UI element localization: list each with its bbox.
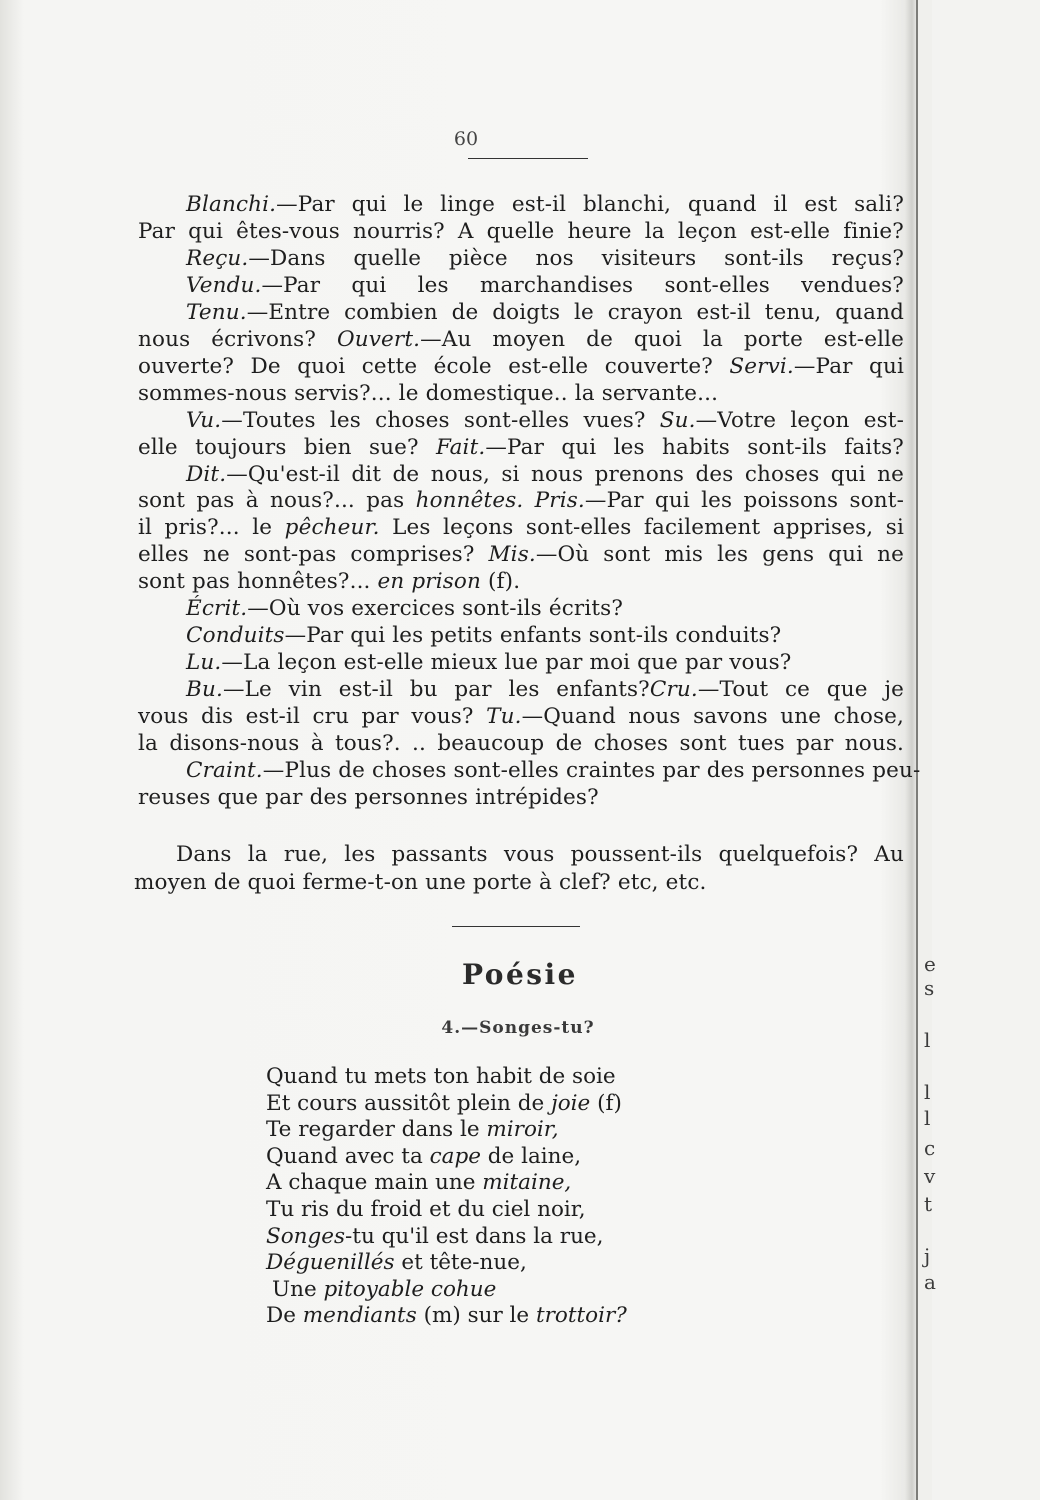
text-run: sommes-nous servis?... le domestique.. la servante... bbox=[138, 380, 719, 406]
margin-glyph: t bbox=[924, 1192, 933, 1216]
italic-term: mendiants bbox=[302, 1303, 417, 1329]
text-run: (f) bbox=[590, 1090, 622, 1116]
margin-glyph: v bbox=[924, 1164, 936, 1188]
text-run: elle toujours bien sue? bbox=[138, 434, 436, 460]
text-run: —Dans quelle pièce nos visiteurs sont-ils reçus? bbox=[248, 245, 904, 271]
text-run: —Par qui le linge est-il blanchi, quand il est sali? bbox=[276, 192, 904, 217]
italic-term: Tu. bbox=[486, 704, 522, 730]
italic-term: Conduits bbox=[186, 623, 285, 649]
text-line bbox=[138, 542, 904, 568]
text-run: il pris?... le bbox=[138, 515, 285, 541]
text-line bbox=[186, 408, 904, 434]
text-run: —La leçon est-elle mieux lue par moi que par vous? bbox=[221, 650, 792, 676]
text-run: —Tout ce que je bbox=[697, 677, 905, 703]
text-run: De bbox=[266, 1303, 303, 1329]
italic-term: en prison bbox=[377, 569, 482, 595]
italic-term: Tenu. bbox=[186, 299, 247, 325]
text-run: Te regarder dans le bbox=[266, 1117, 487, 1143]
text-run: —Toutes les choses sont-elles vues? bbox=[221, 407, 660, 433]
text-line bbox=[186, 273, 904, 299]
margin-glyph: l bbox=[924, 1106, 931, 1130]
text-line bbox=[138, 731, 904, 757]
text-run: vous dis est-il cru par vous? bbox=[138, 704, 487, 730]
text-line bbox=[186, 246, 904, 272]
italic-term: Déguenillés bbox=[266, 1250, 395, 1276]
italic-term: Écrit. bbox=[186, 596, 248, 622]
text-line bbox=[138, 219, 904, 245]
text-run: —Votre leçon est- bbox=[695, 407, 904, 433]
text-line bbox=[176, 842, 904, 868]
italic-term: Su. bbox=[659, 407, 696, 433]
text-run: Les leçons sont-elles facilement apprises, si bbox=[379, 515, 904, 541]
text-run: —Par qui les petits enfants sont-ils conduits? bbox=[284, 623, 782, 649]
text-line bbox=[186, 757, 921, 784]
margin-glyph: a bbox=[924, 1270, 936, 1294]
text-run: nous écrivons? bbox=[138, 326, 337, 352]
text-line bbox=[138, 488, 904, 514]
italic-term: Reçu. bbox=[186, 245, 249, 271]
page-number: 60 bbox=[453, 128, 479, 150]
text-run: sont pas à nous?... pas bbox=[138, 488, 416, 514]
margin-glyph: l bbox=[924, 1028, 931, 1052]
text-run: —Par qui les poissons sont- bbox=[584, 488, 905, 514]
italic-term: Cru. bbox=[649, 677, 698, 703]
text-line bbox=[138, 785, 904, 811]
text-run: sont pas honnêtes?... bbox=[138, 569, 378, 595]
text-run: —Par qui bbox=[793, 353, 904, 379]
text-run: —Le vin est-il bu par les enfants? bbox=[222, 677, 650, 703]
poem-line bbox=[266, 1144, 581, 1170]
poem-line bbox=[266, 1303, 627, 1329]
text-run: ouverte? De quoi cette école est-elle couverte? bbox=[138, 353, 730, 379]
text-line bbox=[138, 327, 904, 353]
poem-line bbox=[266, 1250, 527, 1276]
text-run: Quand avec ta bbox=[266, 1143, 430, 1169]
italic-term: Bu. bbox=[186, 677, 223, 703]
italic-term: Dit. bbox=[186, 461, 227, 487]
italic-term: pêcheur. bbox=[284, 515, 380, 541]
italic-term: Vu. bbox=[186, 407, 222, 433]
text-line bbox=[138, 515, 904, 541]
text-run: et tête-nue, bbox=[394, 1250, 527, 1276]
text-run: —Où vos exercices sont-ils écrits? bbox=[247, 596, 623, 622]
text-run: Quand tu mets ton habit de soie bbox=[266, 1064, 616, 1089]
italic-term: trottoir? bbox=[536, 1303, 627, 1329]
text-line bbox=[186, 300, 904, 326]
italic-term: Blanchi. bbox=[186, 192, 277, 217]
italic-term: Craint. bbox=[186, 757, 263, 783]
poem-line bbox=[266, 1224, 603, 1250]
text-run: de laine, bbox=[480, 1143, 582, 1169]
italic-term: honnêtes. Pris. bbox=[415, 488, 585, 514]
italic-term: mitaine, bbox=[482, 1170, 572, 1196]
text-run: elles ne sont-pas comprises? bbox=[138, 542, 489, 568]
text-run: moyen de quoi ferme-t-on une porte à clef? etc, etc. bbox=[134, 870, 707, 895]
text-run: —Entre combien de doigts le crayon est-il tenu, quand bbox=[246, 299, 904, 325]
italic-term: Vendu. bbox=[186, 272, 262, 298]
text-run: Dans la rue, les passants vous poussent-ils quelquefois? Au bbox=[176, 842, 904, 867]
text-run: Et cours aussitôt plein de bbox=[266, 1090, 552, 1116]
text-run: Par qui êtes-vous nourris? A quelle heure la leçon est-elle finie? bbox=[138, 218, 904, 244]
italic-term: Mis. bbox=[488, 542, 536, 568]
italic-term: Lu. bbox=[186, 650, 222, 676]
text-run: —Par qui les marchandises sont-elles vendues? bbox=[261, 272, 904, 298]
header-rule bbox=[468, 158, 588, 159]
italic-term: joie bbox=[551, 1090, 591, 1116]
text-run: (m) sur le bbox=[416, 1303, 536, 1329]
text-run: reuses que par des personnes intrépides? bbox=[138, 784, 599, 810]
poem-line bbox=[272, 1277, 496, 1303]
text-line bbox=[186, 192, 904, 218]
text-run: -tu qu'il est dans la rue, bbox=[345, 1223, 604, 1249]
italic-term: cape bbox=[429, 1143, 481, 1169]
page-gutter-edge bbox=[916, 0, 918, 1500]
italic-term: Songes bbox=[266, 1223, 346, 1249]
text-run: Une bbox=[272, 1276, 324, 1302]
text-run: —Plus de choses sont-elles craintes par des personnes peu- bbox=[262, 757, 921, 783]
poem-line bbox=[266, 1064, 616, 1090]
poem-title: 4.—Songes-tu? bbox=[441, 1018, 595, 1038]
text-run: —Au moyen de quoi la porte est-elle bbox=[420, 326, 904, 352]
text-run: la disons-nous à tous?. .. beaucoup de choses sont tues par nous. bbox=[138, 731, 904, 756]
text-run: —Par qui les habits sont-ils faits? bbox=[485, 434, 904, 460]
margin-glyph: s bbox=[924, 976, 935, 1000]
italic-term: pitoyable cohue bbox=[323, 1276, 497, 1302]
text-line bbox=[138, 704, 904, 730]
text-run: (f). bbox=[481, 569, 521, 595]
margin-glyph: l bbox=[924, 1080, 931, 1104]
text-line bbox=[186, 677, 904, 703]
margin-glyph: e bbox=[924, 952, 936, 976]
text-line bbox=[138, 354, 904, 380]
text-run: —Où sont mis les gens qui ne bbox=[535, 542, 904, 568]
text-run: —Quand nous savons une chose, bbox=[521, 704, 904, 730]
poem-line bbox=[266, 1170, 571, 1196]
margin-glyph: c bbox=[924, 1136, 936, 1160]
poem-line bbox=[266, 1117, 559, 1143]
text-run: A chaque main une bbox=[266, 1170, 483, 1196]
text-line bbox=[138, 435, 904, 461]
text-line bbox=[186, 650, 904, 676]
text-line bbox=[138, 569, 904, 595]
poem-line bbox=[266, 1091, 622, 1117]
text-run: —Qu'est-il dit de nous, si nous prenons des choses qui ne bbox=[226, 461, 904, 487]
text-line bbox=[186, 462, 904, 488]
section-divider bbox=[452, 926, 580, 927]
text-line bbox=[138, 381, 904, 407]
margin-glyph: j bbox=[924, 1244, 931, 1268]
italic-term: Fait. bbox=[435, 434, 486, 460]
poem-line bbox=[266, 1197, 586, 1223]
text-run: Tu ris du froid et du ciel noir, bbox=[266, 1197, 586, 1222]
italic-term: miroir, bbox=[486, 1117, 559, 1143]
section-title: Poésie bbox=[461, 958, 578, 991]
text-line bbox=[186, 596, 904, 622]
italic-term: Servi. bbox=[729, 353, 794, 379]
text-line bbox=[134, 870, 900, 896]
italic-term: Ouvert. bbox=[336, 326, 421, 352]
text-line bbox=[186, 623, 904, 649]
